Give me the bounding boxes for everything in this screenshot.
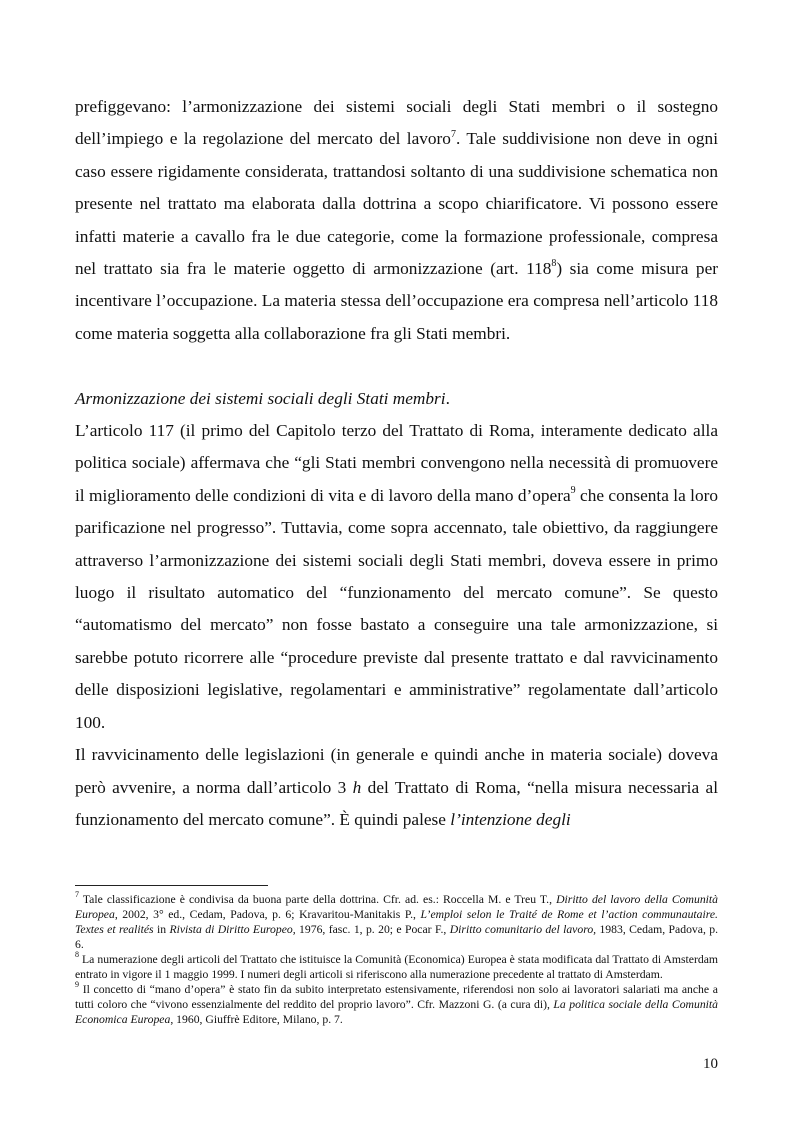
section-heading: Armonizzazione dei sistemi sociali degli Stati membri.: [75, 388, 450, 408]
paragraph-3: Il ravvicinamento delle legislazioni (in generale e quindi anche in materia sociale) doveva però avvenire, a norma dall’articolo 3 h del Trattato di Roma, “nella misura necessaria al funzionamento del mercato comune”. È quindi palese l’intenzione degli: [75, 745, 718, 829]
footnote-8: $^8$ La numerazione degli articoli del Trattato che istituisce la Comunità (Economica) Europea è stata modificata dal Trattato di Amsterdam entrato in vigore il 1 maggio 1999. I numeri degli articoli si riferiscono alla numerazione precedente al trattato di Amsterdam.: [75, 950, 718, 981]
page-number: 10: [703, 1056, 718, 1072]
paragraph-2: L’articolo 117 (il primo del Capitolo terzo del Trattato di Roma, interamente dedicato alla politica sociale) affermava che “gli Stati membri convengono nella necessità di promuovere il miglioramento delle condizioni di vita e di lavoro della mano d’opera$^9$ che consenta la loro parificazione nel progresso”. Tuttavia, come sopra accennato, tale obiettivo, da raggiungere attraverso l’armonizzazione dei sistemi sociali degli Stati membri, doveva essere in primo luogo il risultato automatico del “funzionamento del mercato comune”. Se questo “automatismo del mercato” non fosse bastato a conseguire una tale armonizzazione, si sarebbe potuto ricorrere alle “procedure previste dal presente trattato e dal ravvicinamento delle disposizioni legislative, regolamentari e amministrative” regolamentate dall’articolo 100.: [75, 421, 718, 732]
footnote-7: $^7$ Tale classificazione è condivisa da buona parte della dottrina. Cfr. ad. es.: Roccella M. e Treu T., Diritto del lavoro della Comunità Europea, 2002, 3° ed., Cedam, Padova, p. 6; Kravaritou-Manitakis P., L’emploi selon le Traité de Rome et l’action communautaire. Textes et realités in Rivista di Diritto Europeo, 1976, fasc. 1, p. 20; e Pocar F., Diritto comunitario del lavoro, 1983, Cedam, Padova, p. 6.: [75, 890, 718, 951]
footnote-ref-8: 8: [551, 258, 557, 270]
body-text: [75, 91, 718, 836]
footnote-9: $^9$ Il concetto di “mano d’opera” è stato fin da subito interpretato estensivamente, riferendosi non solo ai lavoratori salariati ma anche a tutti coloro che “vivono essenzialmente del reddito del proprio lavoro”. Cfr. Mazzoni G. (a cura di), La politica sociale della Comunità Economica Europea, 1960, Giuffrè Editore, Milano, p. 7.: [75, 980, 718, 1026]
paragraph-1: prefiggevano: l’armonizzazione dei sistemi sociali degli Stati membri o il sostegno dell’impiego e la regolazione del mercato del lavoro$^7$. Tale suddivisione non deve in ogni caso essere rigidamente considerata, trattandosi soltanto di una suddivisione schematica non presente nel trattato ma elaborata dalla dottrina a scopo chiarificatore. Vi possono essere infatti materie a cavallo fra le due categorie, come la formazione professionale, compresa nel trattato sia fra le materie oggetto di armonizzazione (art. $118^8$) sia come misura per incentivare l’occupazione. La materia stessa dell’occupazione era compresa nell’articolo 118 come materia soggetta alla collaborazione fra gli Stati membri.: [75, 97, 718, 343]
footnote-ref-9: 9: [570, 485, 576, 497]
footnote-ref-7: 7: [450, 128, 456, 140]
footnote-separator: [75, 885, 268, 886]
footnotes: [75, 892, 718, 1027]
